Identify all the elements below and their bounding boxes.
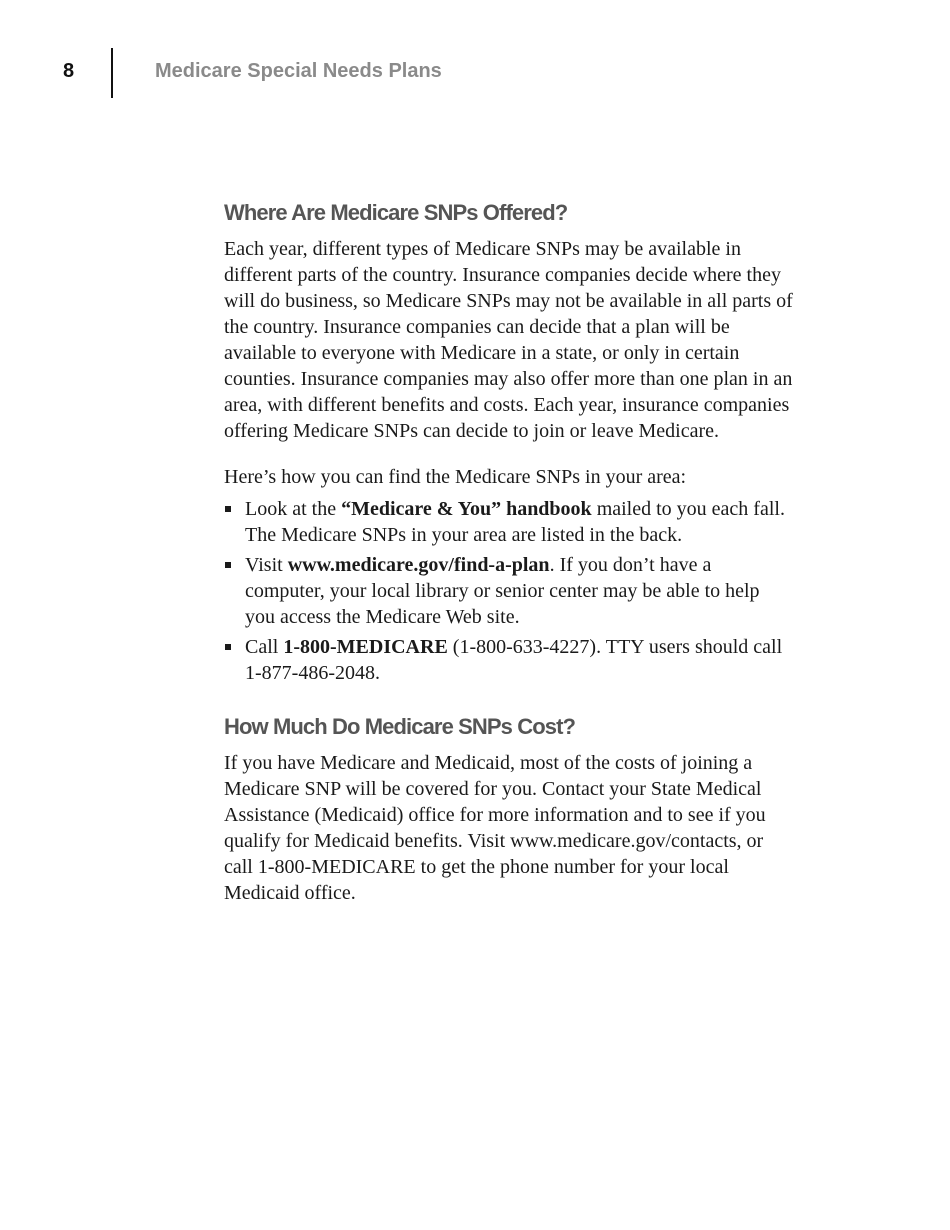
list-item-text: (1-800-633-4227). TTY users should call 1-877-486-2048. <box>245 636 783 684</box>
list-item-text: mailed to you each fall. The Medicare SNPs in your area are listed in the back. <box>245 498 785 546</box>
square-bullet-icon <box>225 644 231 650</box>
find-a-plan-url: www.medicare.gov/find-a-plan <box>287 554 550 576</box>
page-content <box>224 198 794 906</box>
section-heading: Where Are Medicare SNPs Offered? <box>224 200 568 225</box>
page-number: 8 <box>63 60 75 82</box>
list-item <box>224 496 794 548</box>
medicare-phone: 1-800-MEDICARE <box>283 636 448 658</box>
square-bullet-icon <box>225 562 231 568</box>
section-cost <box>224 712 794 906</box>
body-paragraph: Each year, different types of Medicare SNPs may be available in different parts of the country. Insurance companies decide where they will do business, so Medicare SNPs may not be available in all parts of the country. Insurance companies can decide that a plan will be available to everyone with Medicare in a state, or only in certain counties. Insurance companies may also offer more than one plan in an area, with different benefits and costs. Each year, insurance companies offering Medicare SNPs can decide to join or leave Medicare. <box>224 238 793 442</box>
list-item-text: Look at the <box>245 498 342 520</box>
header-divider <box>111 48 113 98</box>
section-heading: How Much Do Medicare SNPs Cost? <box>224 714 576 739</box>
list-item-text: . If you don’t have a computer, your local library or senior center may be able to help you access the Medicare Web site. <box>245 554 760 628</box>
section-where-offered <box>224 198 794 686</box>
square-bullet-icon <box>225 506 231 512</box>
list-intro: Here’s how you can find the Medicare SNPs in your area: <box>224 466 687 488</box>
bullet-list <box>224 496 794 686</box>
list-item-text: Visit <box>245 554 288 576</box>
list-item <box>224 552 794 630</box>
list-item-text: Call <box>245 636 284 658</box>
running-title: Medicare Special Needs Plans <box>155 60 442 82</box>
list-item <box>224 634 794 686</box>
body-paragraph: If you have Medicare and Medicaid, most of the costs of joining a Medicare SNP will be covered for you. Contact your State Medical Assistance (Medicaid) office for more information and to see if you qualify for Medicaid benefits. Visit www.medicare.gov/contacts, or call 1-800-MEDICARE to get the phone number for your local Medicaid office. <box>224 752 766 904</box>
handbook-title: “Medicare & You” handbook <box>341 498 592 520</box>
